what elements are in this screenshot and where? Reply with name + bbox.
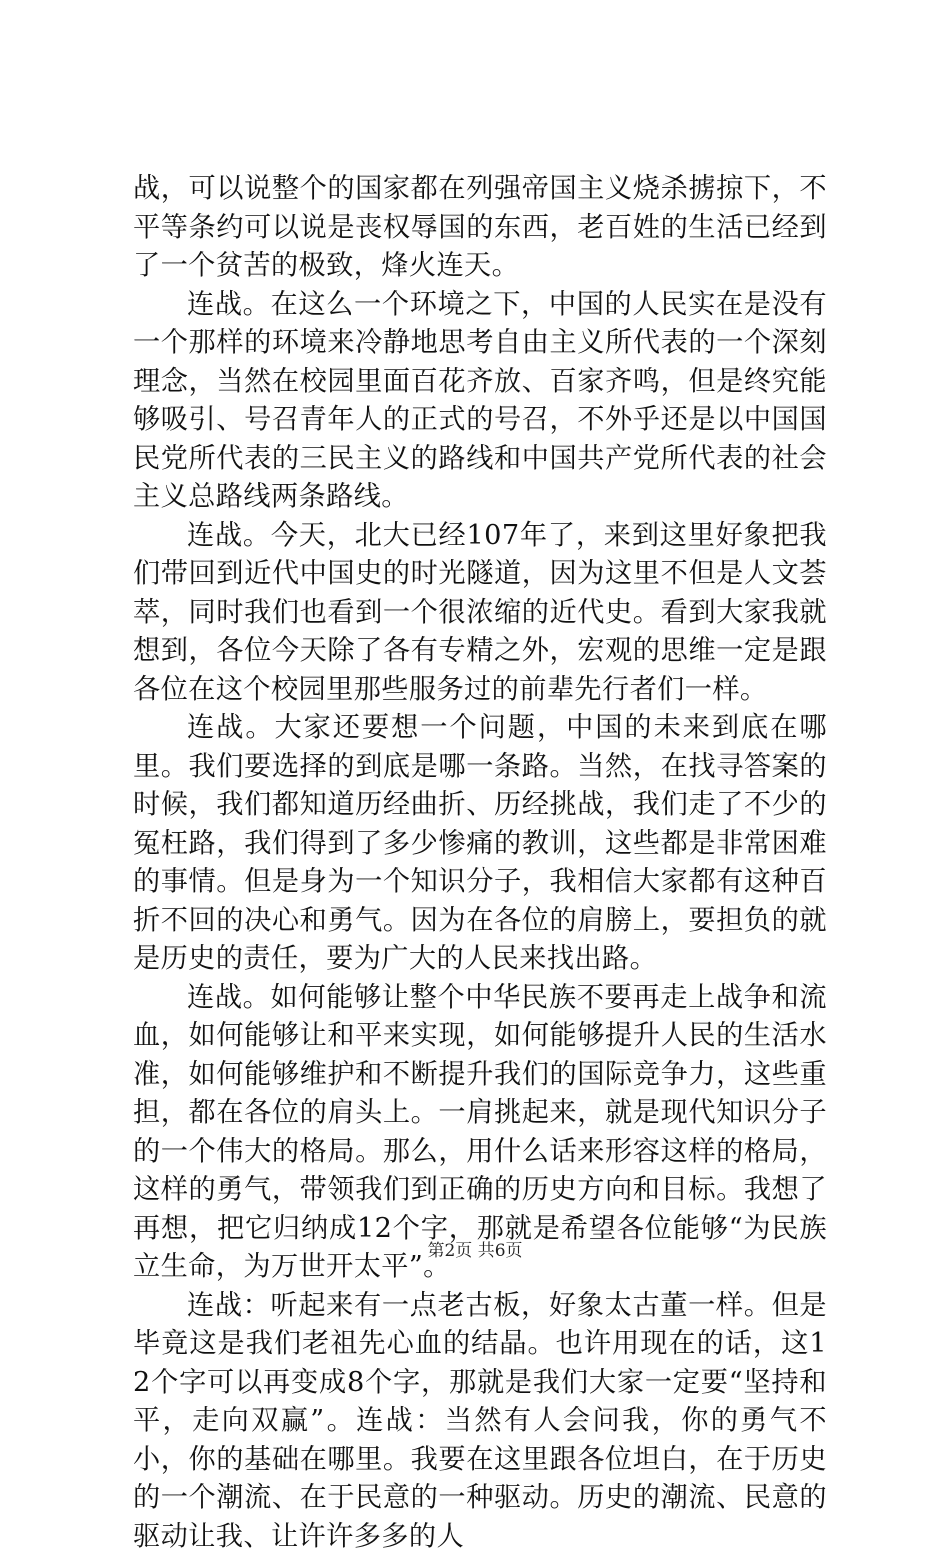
paragraph: 连战。如何能够让整个中华民族不要再走上战争和流血，如何能够让和平来实现，如何能够提升人民的生活水准，如何能够维护和不断提升我们的国际竞争力，这些重担，都在各位的肩头上。一肩挑起来，就是现代知识分子的一个伟大的格局。那么，用什么话来形容这样的格局，这样的勇气，带领我们到正确的历史方向和目标。我想了再想，把它归纳成12个字，那就是希望各位能够“为民族立生命，为万世开太平”。 (133, 979, 827, 1287)
paragraph-continued: 战，可以说整个的国家都在列强帝国主义烧杀掳掠下，不平等条约可以说是丧权辱国的东西，老百姓的生活已经到了一个贫苦的极致，烽火连天。 (133, 170, 827, 286)
paragraph: 连战。在这么一个环境之下，中国的人民实在是没有一个那样的环境来冷静地思考自由主义所代表的一个深刻理念，当然在校园里面百花齐放、百家齐鸣，但是终究能够吸引、号召青年人的正式的号召，不外乎还是以中国国民党所代表的三民主义的路线和中国共产党所代表的社会主义总路线两条路线。 (133, 286, 827, 517)
paragraph: 连战。今天，北大已经107年了，来到这里好象把我们带回到近代中国史的时光隧道，因为这里不但是人文荟萃，同时我们也看到一个很浓缩的近代史。看到大家我就想到，各位今天除了各有专精之外，宏观的思维一定是跟各位在这个校园里那些服务过的前辈先行者们一样。 (133, 517, 827, 710)
paragraph: 连战。大家还要想一个问题，中国的未来到底在哪里。我们要选择的到底是哪一条路。当然，在找寻答案的时候，我们都知道历经曲折、历经挑战，我们走了不少的冤枉路，我们得到了多少惨痛的教训，这些都是非常困难的事情。但是身为一个知识分子，我相信大家都有这种百折不回的决心和勇气。因为在各位的肩膀上，要担负的就是历史的责任，要为广大的人民来找出路。 (133, 709, 827, 979)
document-body (133, 170, 827, 1556)
page-number-footer: 第2页 共6页 (0, 1240, 950, 1262)
paragraph: 连战：听起来有一点老古板，好象太古董一样。但是毕竟这是我们老祖先心血的结晶。也许用现在的话，这12个字可以再变成8个字，那就是我们大家一定要“坚持和平，走向双赢”。连战：当然有人会问我，你的勇气不小，你的基础在哪里。我要在这里跟各位坦白，在于历史的一个潮流、在于民意的一种驱动。历史的潮流、民意的驱动让我、让许许多多的人 (133, 1287, 827, 1556)
